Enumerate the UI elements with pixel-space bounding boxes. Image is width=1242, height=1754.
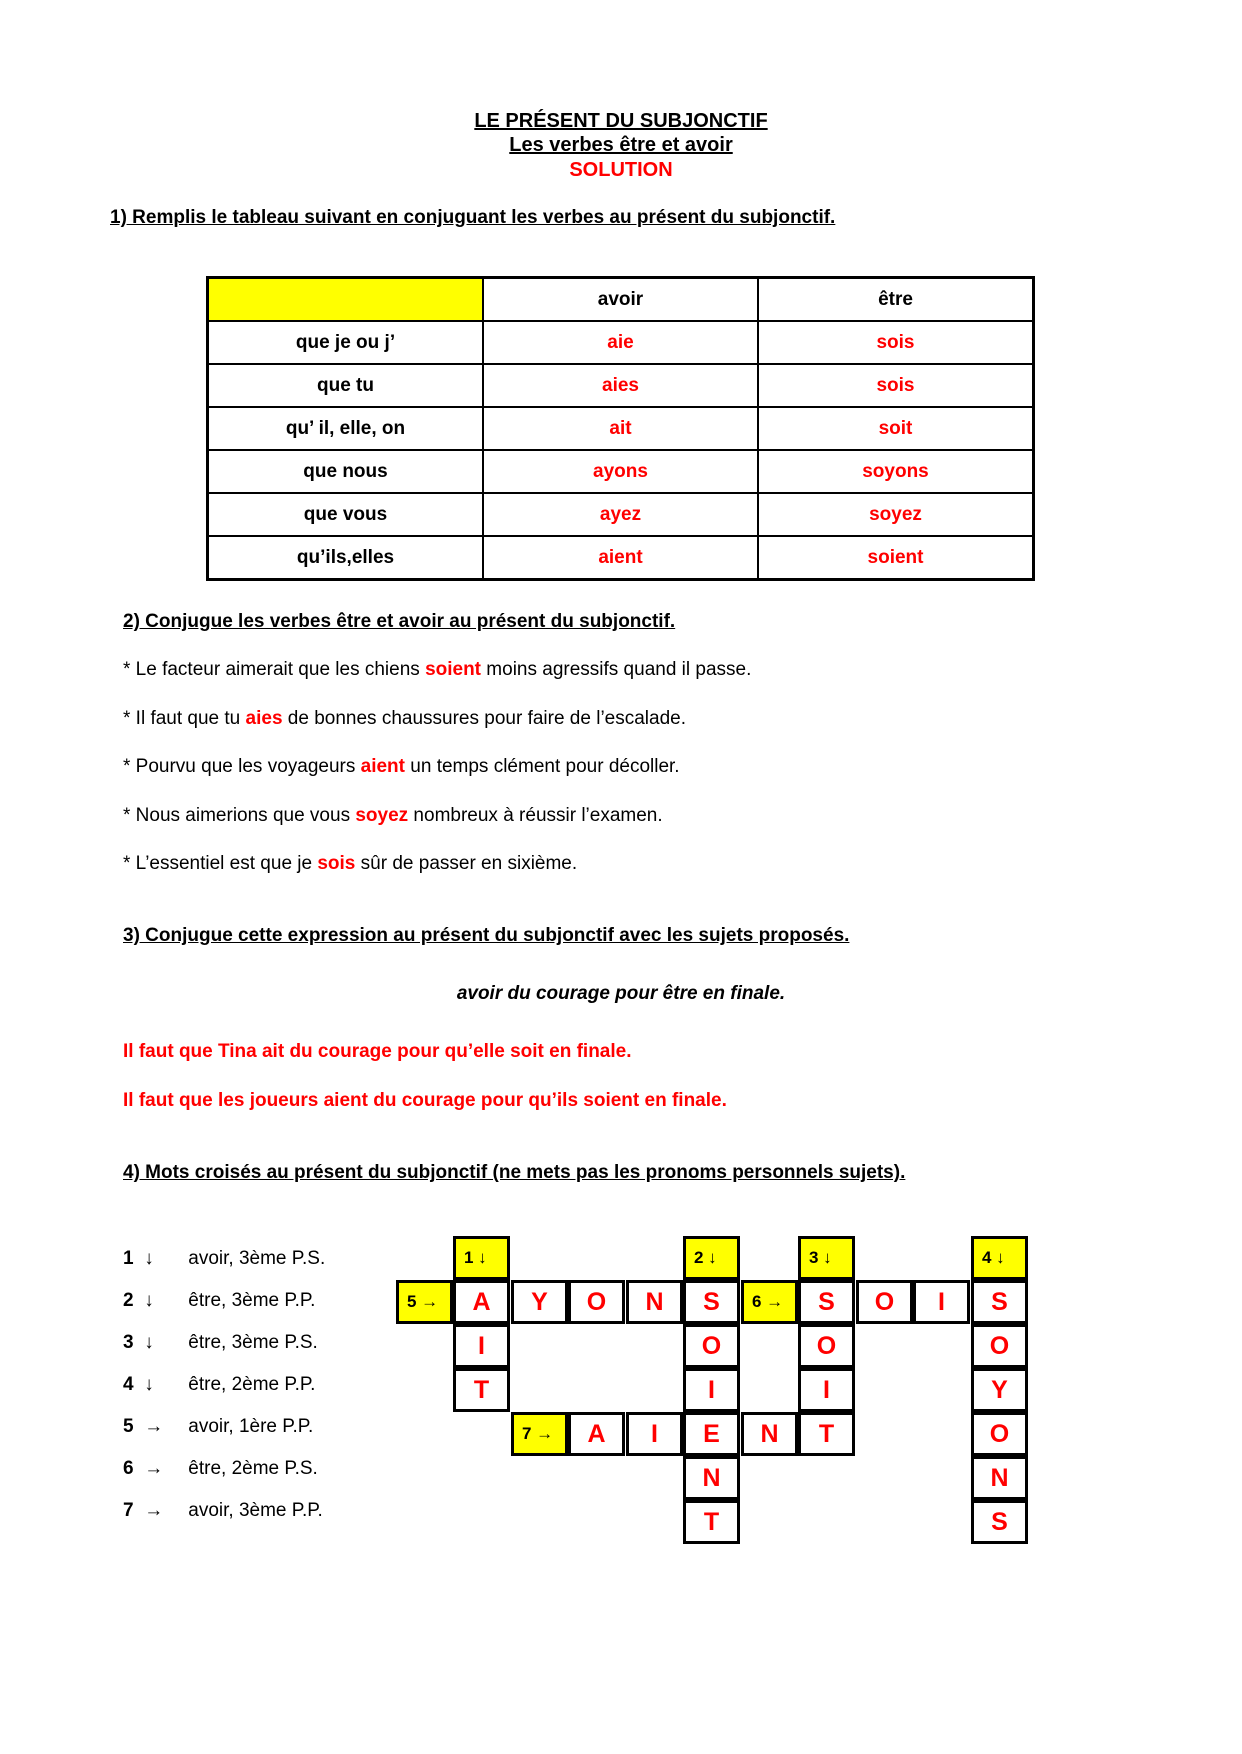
conjugation-table [206,276,1035,581]
clue-text: être, 3ème P.P. [188,1290,316,1311]
sentence-text: * Pourvu que les voyageurs [123,756,361,777]
crossword-cell: I [683,1368,740,1412]
etre-cell: sois [758,321,1034,364]
sentence-answer: sois [317,853,356,874]
crossword-cell: N [626,1280,683,1324]
avoir-cell: ait [483,407,758,450]
sentence-answer: aient [360,756,405,777]
table-row [208,493,1034,536]
etre-cell: soit [758,407,1034,450]
crossword-cell: S [683,1280,740,1324]
exercise-sentence [123,853,577,875]
clue-number: 7 [123,1500,134,1521]
crossword-cell: I [453,1324,510,1368]
arrow-down-icon: ↓ [144,1332,154,1353]
avoir-cell: ayons [483,450,758,493]
clue-number: 1 [123,1248,134,1269]
pronoun-cell: qu’ils,elles [208,536,484,580]
table-row [208,536,1034,580]
clue-number: 5 [123,1416,134,1437]
arrow-right-icon: → [144,1500,164,1521]
sentence-answer: soient [425,659,482,680]
clue-text: avoir, 3ème P.S. [188,1248,326,1269]
clue-number: 6 [123,1458,134,1479]
clue-number: 3 [123,1332,134,1353]
page-subtitle: Les verbes être et avoir [509,134,733,156]
crossword-cell: T [798,1412,855,1456]
crossword-cell: O [683,1324,740,1368]
expression-text: avoir du courage pour être en finale. [456,983,786,1004]
pronoun-cell: que je ou j’ [208,321,484,364]
pronoun-cell: que nous [208,450,484,493]
sentence-text: * Il faut que tu [123,708,246,729]
sentence-answer: soyez [355,805,409,826]
crossword-clue-cell: 2 ↓ [683,1236,740,1280]
clue-item [123,1458,318,1480]
crossword-cell: I [626,1412,683,1456]
pronoun-cell: que vous [208,493,484,536]
clue-item [123,1416,313,1438]
answer-line: Il faut que Tina ait du courage pour qu’elle soit en finale. [123,1041,632,1062]
exercise-sentence [123,708,686,730]
crossword-clue-cell: 1 ↓ [453,1236,510,1280]
crossword-cell: O [568,1280,625,1324]
crossword-clue-cell: 3 ↓ [798,1236,855,1280]
exercise-sentence [123,756,680,778]
section4-heading: 4) Mots croisés au présent du subjonctif (ne mets pas les pronoms personnels sujets). [123,1162,906,1183]
sentence-text: moins agressifs quand il passe. [481,659,752,680]
crossword-cell: I [913,1280,970,1324]
table-row [208,450,1034,493]
crossword-clue-cell: 6 → [741,1280,798,1324]
exercise-sentence [123,659,751,681]
section2-heading: 2) Conjugue les verbes être et avoir au présent du subjonctif. [123,611,676,632]
exercise-sentence [123,805,663,827]
etre-cell: sois [758,364,1034,407]
answer-line: Il faut que les joueurs aient du courage pour qu’ils soient en finale. [123,1090,727,1111]
avoir-cell: aie [483,321,758,364]
crossword-cell: N [971,1456,1028,1500]
sentence-answer: aies [245,708,283,729]
crossword-cell: T [683,1500,740,1544]
crossword-cell: S [798,1280,855,1324]
sentence-text: * L’essentiel est que je [123,853,318,874]
arrow-down-icon: ↓ [144,1248,154,1269]
crossword-cell: S [971,1500,1028,1544]
section3-heading: 3) Conjugue cette expression au présent du subjonctif avec les sujets proposés. [123,925,850,946]
clue-number: 2 [123,1290,134,1311]
clue-item [123,1500,323,1522]
page-title: LE PRÉSENT DU SUBJONCTIF [474,110,768,132]
table-row [208,407,1034,450]
crossword-cell: O [856,1280,913,1324]
crossword-cell: A [453,1280,510,1324]
crossword-cell: N [683,1456,740,1500]
crossword-cell: E [683,1412,740,1456]
sentence-text: un temps clément pour décoller. [405,756,680,777]
crossword-cell: T [453,1368,510,1412]
section1-heading: 1) Remplis le tableau suivant en conjuguant les verbes au présent du subjonctif. [110,207,836,228]
table-header-avoir: avoir [483,278,758,322]
avoir-cell: ayez [483,493,758,536]
clue-item [123,1374,315,1396]
crossword-clue-cell: 4 ↓ [971,1236,1028,1280]
avoir-cell: aies [483,364,758,407]
clue-item [123,1290,315,1312]
arrow-down-icon: ↓ [144,1374,154,1395]
sentence-text: nombreux à réussir l’examen. [408,805,663,826]
pronoun-cell: qu’ il, elle, on [208,407,484,450]
clue-text: être, 2ème P.S. [188,1458,318,1479]
clue-item [123,1248,325,1270]
crossword-cell: I [798,1368,855,1412]
clue-text: être, 2ème P.P. [188,1374,316,1395]
clue-item [123,1332,318,1354]
crossword-cell: N [741,1412,798,1456]
crossword-clue-cell: 7 → [511,1412,568,1456]
sentence-text: * Le facteur aimerait que les chiens [123,659,426,680]
crossword-cell: S [971,1280,1028,1324]
table-header-row [208,278,1034,322]
solution-label: SOLUTION [569,159,673,181]
table-header-etre: être [758,278,1034,322]
crossword-cell: Y [971,1368,1028,1412]
crossword-cell: O [798,1324,855,1368]
pronoun-cell: que tu [208,364,484,407]
sentence-text: de bonnes chaussures pour faire de l’escalade. [282,708,686,729]
crossword-cell: A [568,1412,625,1456]
crossword-clue-cell: 5 → [396,1280,453,1324]
clue-text: avoir, 3ème P.P. [188,1500,323,1521]
table-row [208,364,1034,407]
crossword-cell: Y [511,1280,568,1324]
sentence-text: sûr de passer en sixième. [355,853,578,874]
crossword-cell: O [971,1412,1028,1456]
etre-cell: soyez [758,493,1034,536]
avoir-cell: aient [483,536,758,580]
etre-cell: soyons [758,450,1034,493]
arrow-right-icon: → [144,1458,164,1479]
sentence-text: * Nous aimerions que vous [123,805,356,826]
clue-text: avoir, 1ère P.P. [188,1416,314,1437]
table-row [208,321,1034,364]
arrow-down-icon: ↓ [144,1290,154,1311]
crossword-cell: O [971,1324,1028,1368]
arrow-right-icon: → [144,1416,164,1437]
table-header-empty [208,278,484,322]
clue-number: 4 [123,1374,134,1395]
etre-cell: soient [758,536,1034,580]
clue-text: être, 3ème P.S. [188,1332,318,1353]
